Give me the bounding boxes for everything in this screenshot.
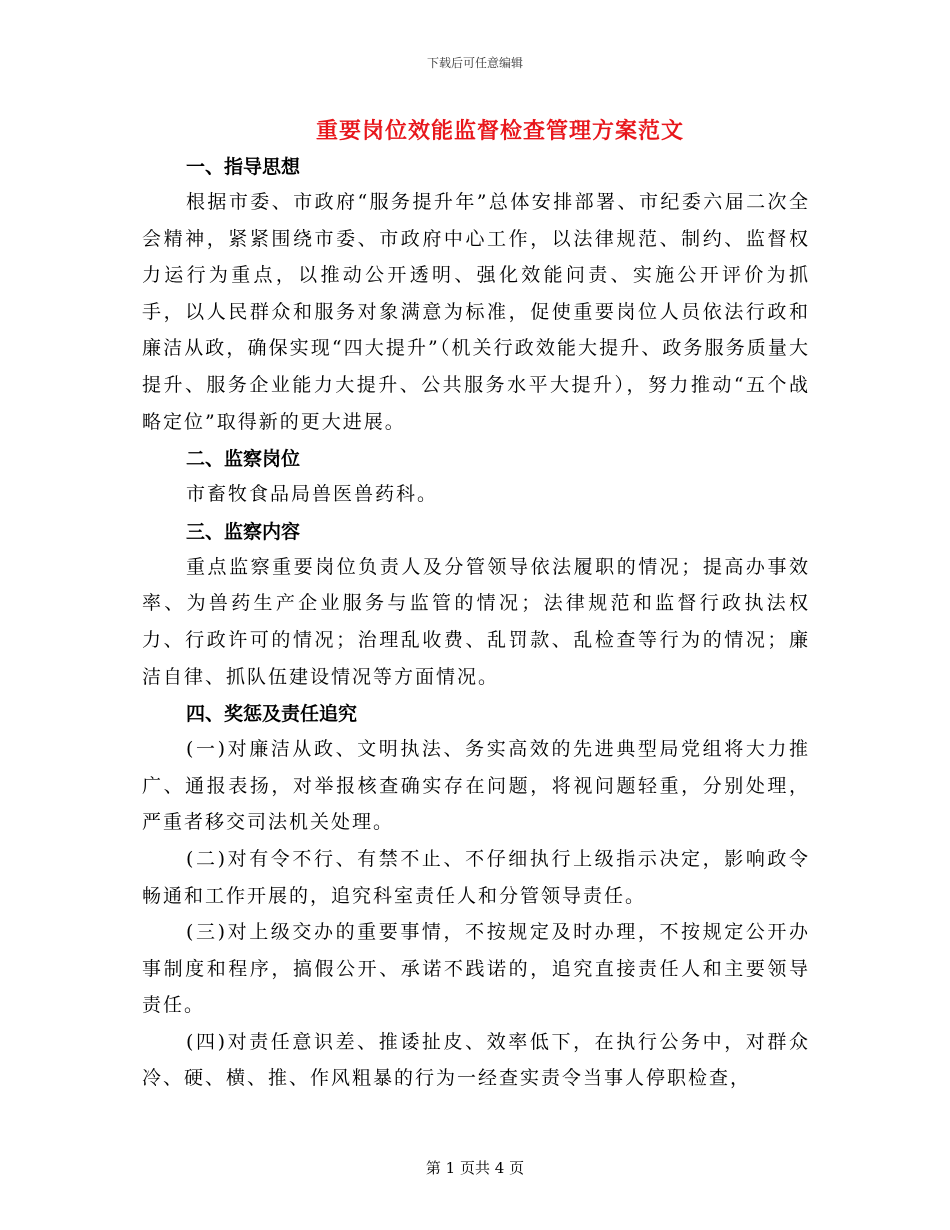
- paragraph: 根据市委、市政府“服务提升年”总体安排部署、市纪委六届二次全会精神，紧紧围绕市委、市政府中心工作，以法律规范、制约、监督权力运行为重点，以推动公开透明、强化效能问责、实施公开评价为抓手，以人民群众和服务对象满意为标准，促使重要岗位人员依法行政和廉洁从政，确保实现“四大提升”（机关行政效能大提升、政务服务质量大提升、服务企业能力大提升、公共服务水平大提升），努力推动“五个战略定位”取得新的更大进展。: [142, 191, 810, 433]
- section-heading: 二、监察岗位: [186, 448, 301, 471]
- paragraph: 重点监察重要岗位负责人及分管领导依法履职的情况；提高办事效率、为兽药生产企业服务与监管的情况；法律规范和监督行政执法权力、行政许可的情况；治理乱收费、乱罚款、乱检查等行为的情况；廉洁自律、抓队伍建设情况等方面情况。: [142, 555, 810, 688]
- document-title: 重要岗位效能监督检查管理方案范文: [315, 118, 684, 144]
- document-body: [142, 150, 810, 1097]
- section-heading: 四、奖惩及责任追究: [186, 703, 358, 726]
- section-heading: 一、指导思想: [186, 156, 301, 178]
- section-guiding-ideology: [142, 150, 810, 440]
- paragraph: (四)对责任意识差、推诿扯皮、效率低下，在执行公务中，对群众冷、硬、横、推、作风粗暴的行为一经查实责令当事人停职检查，: [142, 1030, 810, 1090]
- paragraph: (一)对廉洁从政、文明执法、务实高效的先进典型局党组将大力推广、通报表扬，对举报核查确实存在问题，将视问题轻重，分别处理，严重者移交司法机关处理。: [142, 738, 810, 834]
- paragraph: (三)对上级交办的重要事情，不按规定及时办理，不按规定公开办事制度和程序，搞假公开、承诺不践诺的，追究直接责任人和主要领导责任。: [142, 921, 810, 1017]
- section-supervision-content: [142, 515, 810, 695]
- page-number: 第 1 页共 4 页: [425, 1159, 525, 1177]
- section-supervised-post: [142, 442, 810, 513]
- section-rewards-and-accountability: [142, 697, 810, 1097]
- paragraph: 市畜牧食品局兽医兽药科。: [186, 483, 439, 506]
- header-note: 下载后可任意编辑: [426, 56, 523, 70]
- paragraph: (二)对有令不行、有禁不止、不仔细执行上级指示决定，影响政令畅通和工作开展的，追究科室责任人和分管领导责任。: [142, 847, 810, 907]
- section-heading: 三、监察内容: [186, 520, 301, 543]
